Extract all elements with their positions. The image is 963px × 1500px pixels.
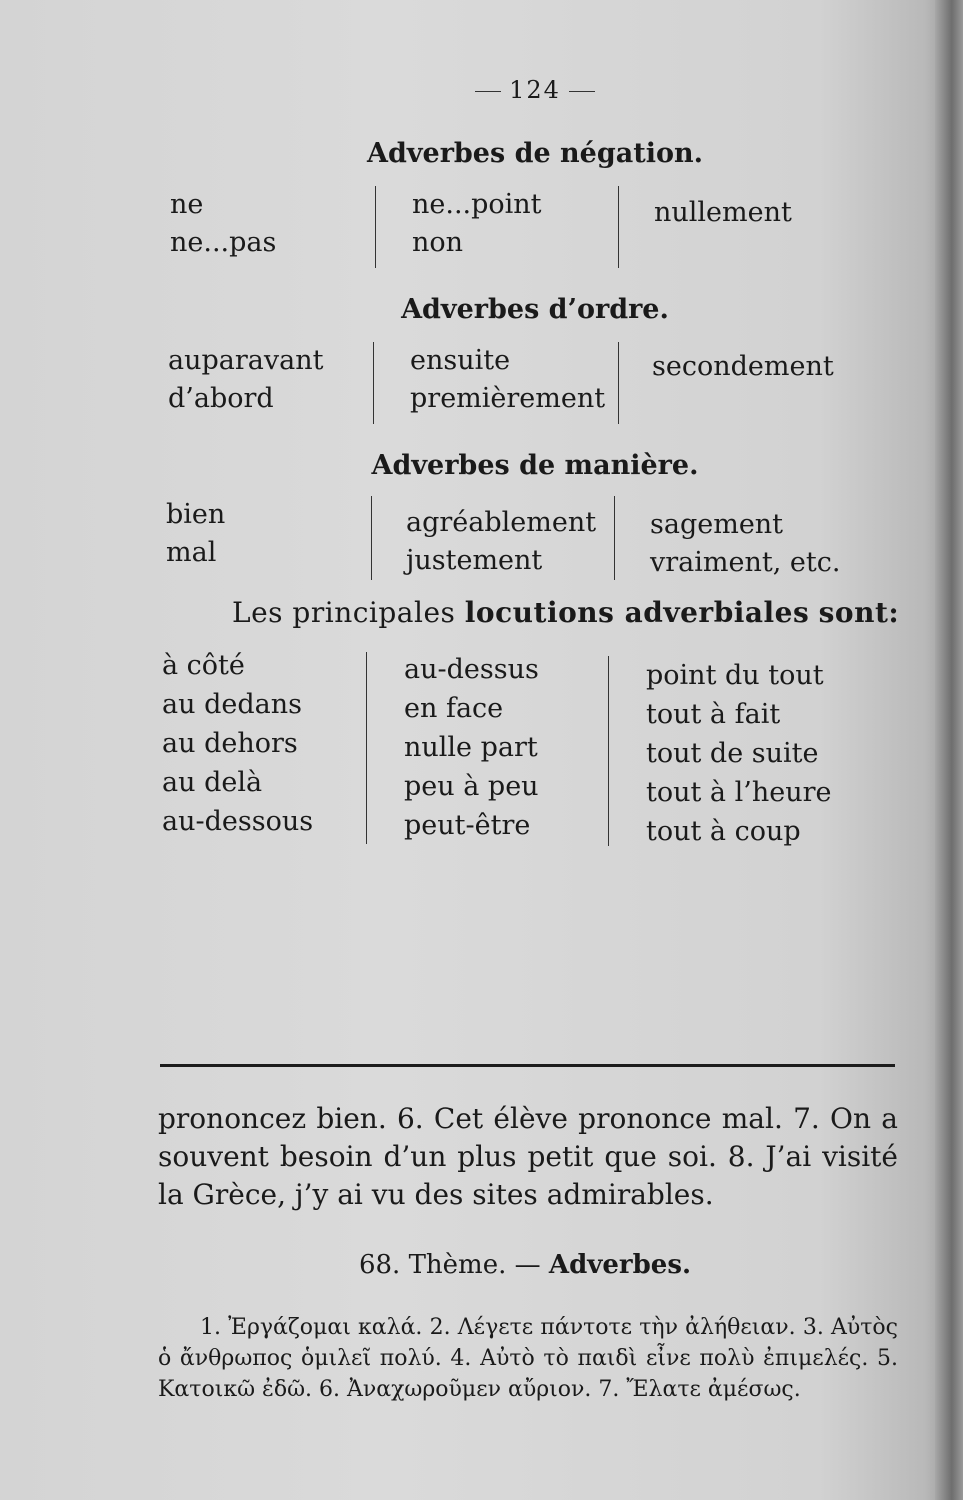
theme-number: 68. Thème. — xyxy=(358,1250,541,1280)
list-item: mal xyxy=(166,537,217,568)
list-item: justement xyxy=(406,545,543,576)
ordre-col-3 xyxy=(652,348,834,386)
list-item: au delà xyxy=(162,767,263,798)
locutions-intro xyxy=(232,596,899,629)
page-number: 124 xyxy=(0,76,963,104)
intro-end: sont: xyxy=(818,596,900,629)
maniere-col-3 xyxy=(650,506,840,582)
maniere-col-1 xyxy=(166,496,225,572)
maniere-col-2 xyxy=(406,504,596,580)
column-divider xyxy=(375,186,376,268)
list-item: sagement xyxy=(650,509,784,540)
heading-negation: Adverbes de négation. xyxy=(367,138,703,169)
list-item: au-dessous xyxy=(162,806,314,837)
intro-plain: Les principales xyxy=(232,596,456,629)
column-divider xyxy=(618,342,619,424)
list-item: peu à peu xyxy=(404,771,539,802)
greek-exercise: 1. Ἐργάζομαι καλά. 2. Λέγετε πάντοτε τὴν ἀλήθειαν. 3. Αὐτὸς ὁ ἄνθρωπος ὁμιλεῖ πολύ. 4. Αὐτὸ τὸ παιδὶ εἶνε πολὺ ἐπιμελές. 5. Κατοικῶ ἐδῶ. 6. Ἀναχωροῦμεν αὔριον. 7. Ἔλατε ἀμέσως. xyxy=(158,1315,898,1402)
column-divider xyxy=(371,496,372,580)
locutions-col-3 xyxy=(646,656,831,851)
theme-heading xyxy=(0,1250,963,1280)
column-divider xyxy=(373,342,374,424)
locutions-col-2 xyxy=(404,650,539,845)
list-item: non xyxy=(412,227,464,258)
list-item: au dedans xyxy=(162,689,302,720)
list-item: premièrement xyxy=(410,383,606,414)
list-item: tout à l’heure xyxy=(646,777,832,808)
list-item: au-dessus xyxy=(404,654,539,685)
list-item: ensuite xyxy=(410,345,511,376)
list-item: à côté xyxy=(162,650,245,681)
locutions-col-1 xyxy=(162,646,313,841)
list-item: vraiment, etc. xyxy=(650,547,841,578)
list-item: ne...point xyxy=(412,189,542,220)
ordre-col-1 xyxy=(168,342,323,418)
table-ordre xyxy=(168,342,868,428)
column-divider xyxy=(608,656,609,846)
list-item: au dehors xyxy=(162,728,298,759)
list-item: bien xyxy=(166,499,226,530)
list-item: tout à coup xyxy=(646,816,801,847)
list-item: secondement xyxy=(652,351,834,382)
negation-col-3 xyxy=(654,194,792,232)
column-divider xyxy=(614,496,615,580)
list-item: peut-être xyxy=(404,810,531,841)
table-maniere xyxy=(166,496,866,582)
ordre-col-2 xyxy=(410,342,605,418)
horizontal-rule xyxy=(160,1064,895,1067)
table-locutions xyxy=(162,646,882,846)
list-item: en face xyxy=(404,693,504,724)
negation-col-1 xyxy=(170,186,276,262)
negation-col-2 xyxy=(412,186,542,262)
intro-bold: locutions adverbiales xyxy=(464,596,810,629)
table-negation xyxy=(170,186,870,272)
list-item: d’abord xyxy=(168,383,274,414)
list-item: agréablement xyxy=(406,507,597,538)
list-item: auparavant xyxy=(168,345,324,376)
exercise-paragraph: prononcez bien. 6. Cet élève prononce mal. 7. On a souvent besoin d’un plus petit que soi. 8. J’ai visité la Grèce, j’y ai vu des sites admirables. xyxy=(158,1102,898,1211)
list-item: nullement xyxy=(654,197,792,228)
list-item: ne...pas xyxy=(170,227,277,258)
theme-title: Adverbes. xyxy=(548,1250,692,1280)
list-item: point du tout xyxy=(646,660,824,691)
heading-ordre: Adverbes d’ordre. xyxy=(401,294,669,325)
list-item: nulle part xyxy=(404,732,538,763)
list-item: tout à fait xyxy=(646,699,781,730)
column-divider xyxy=(366,652,367,844)
list-item: tout de suite xyxy=(646,738,819,769)
list-item: ne xyxy=(170,189,204,220)
heading-maniere: Adverbes de manière. xyxy=(371,450,699,481)
column-divider xyxy=(618,186,619,268)
